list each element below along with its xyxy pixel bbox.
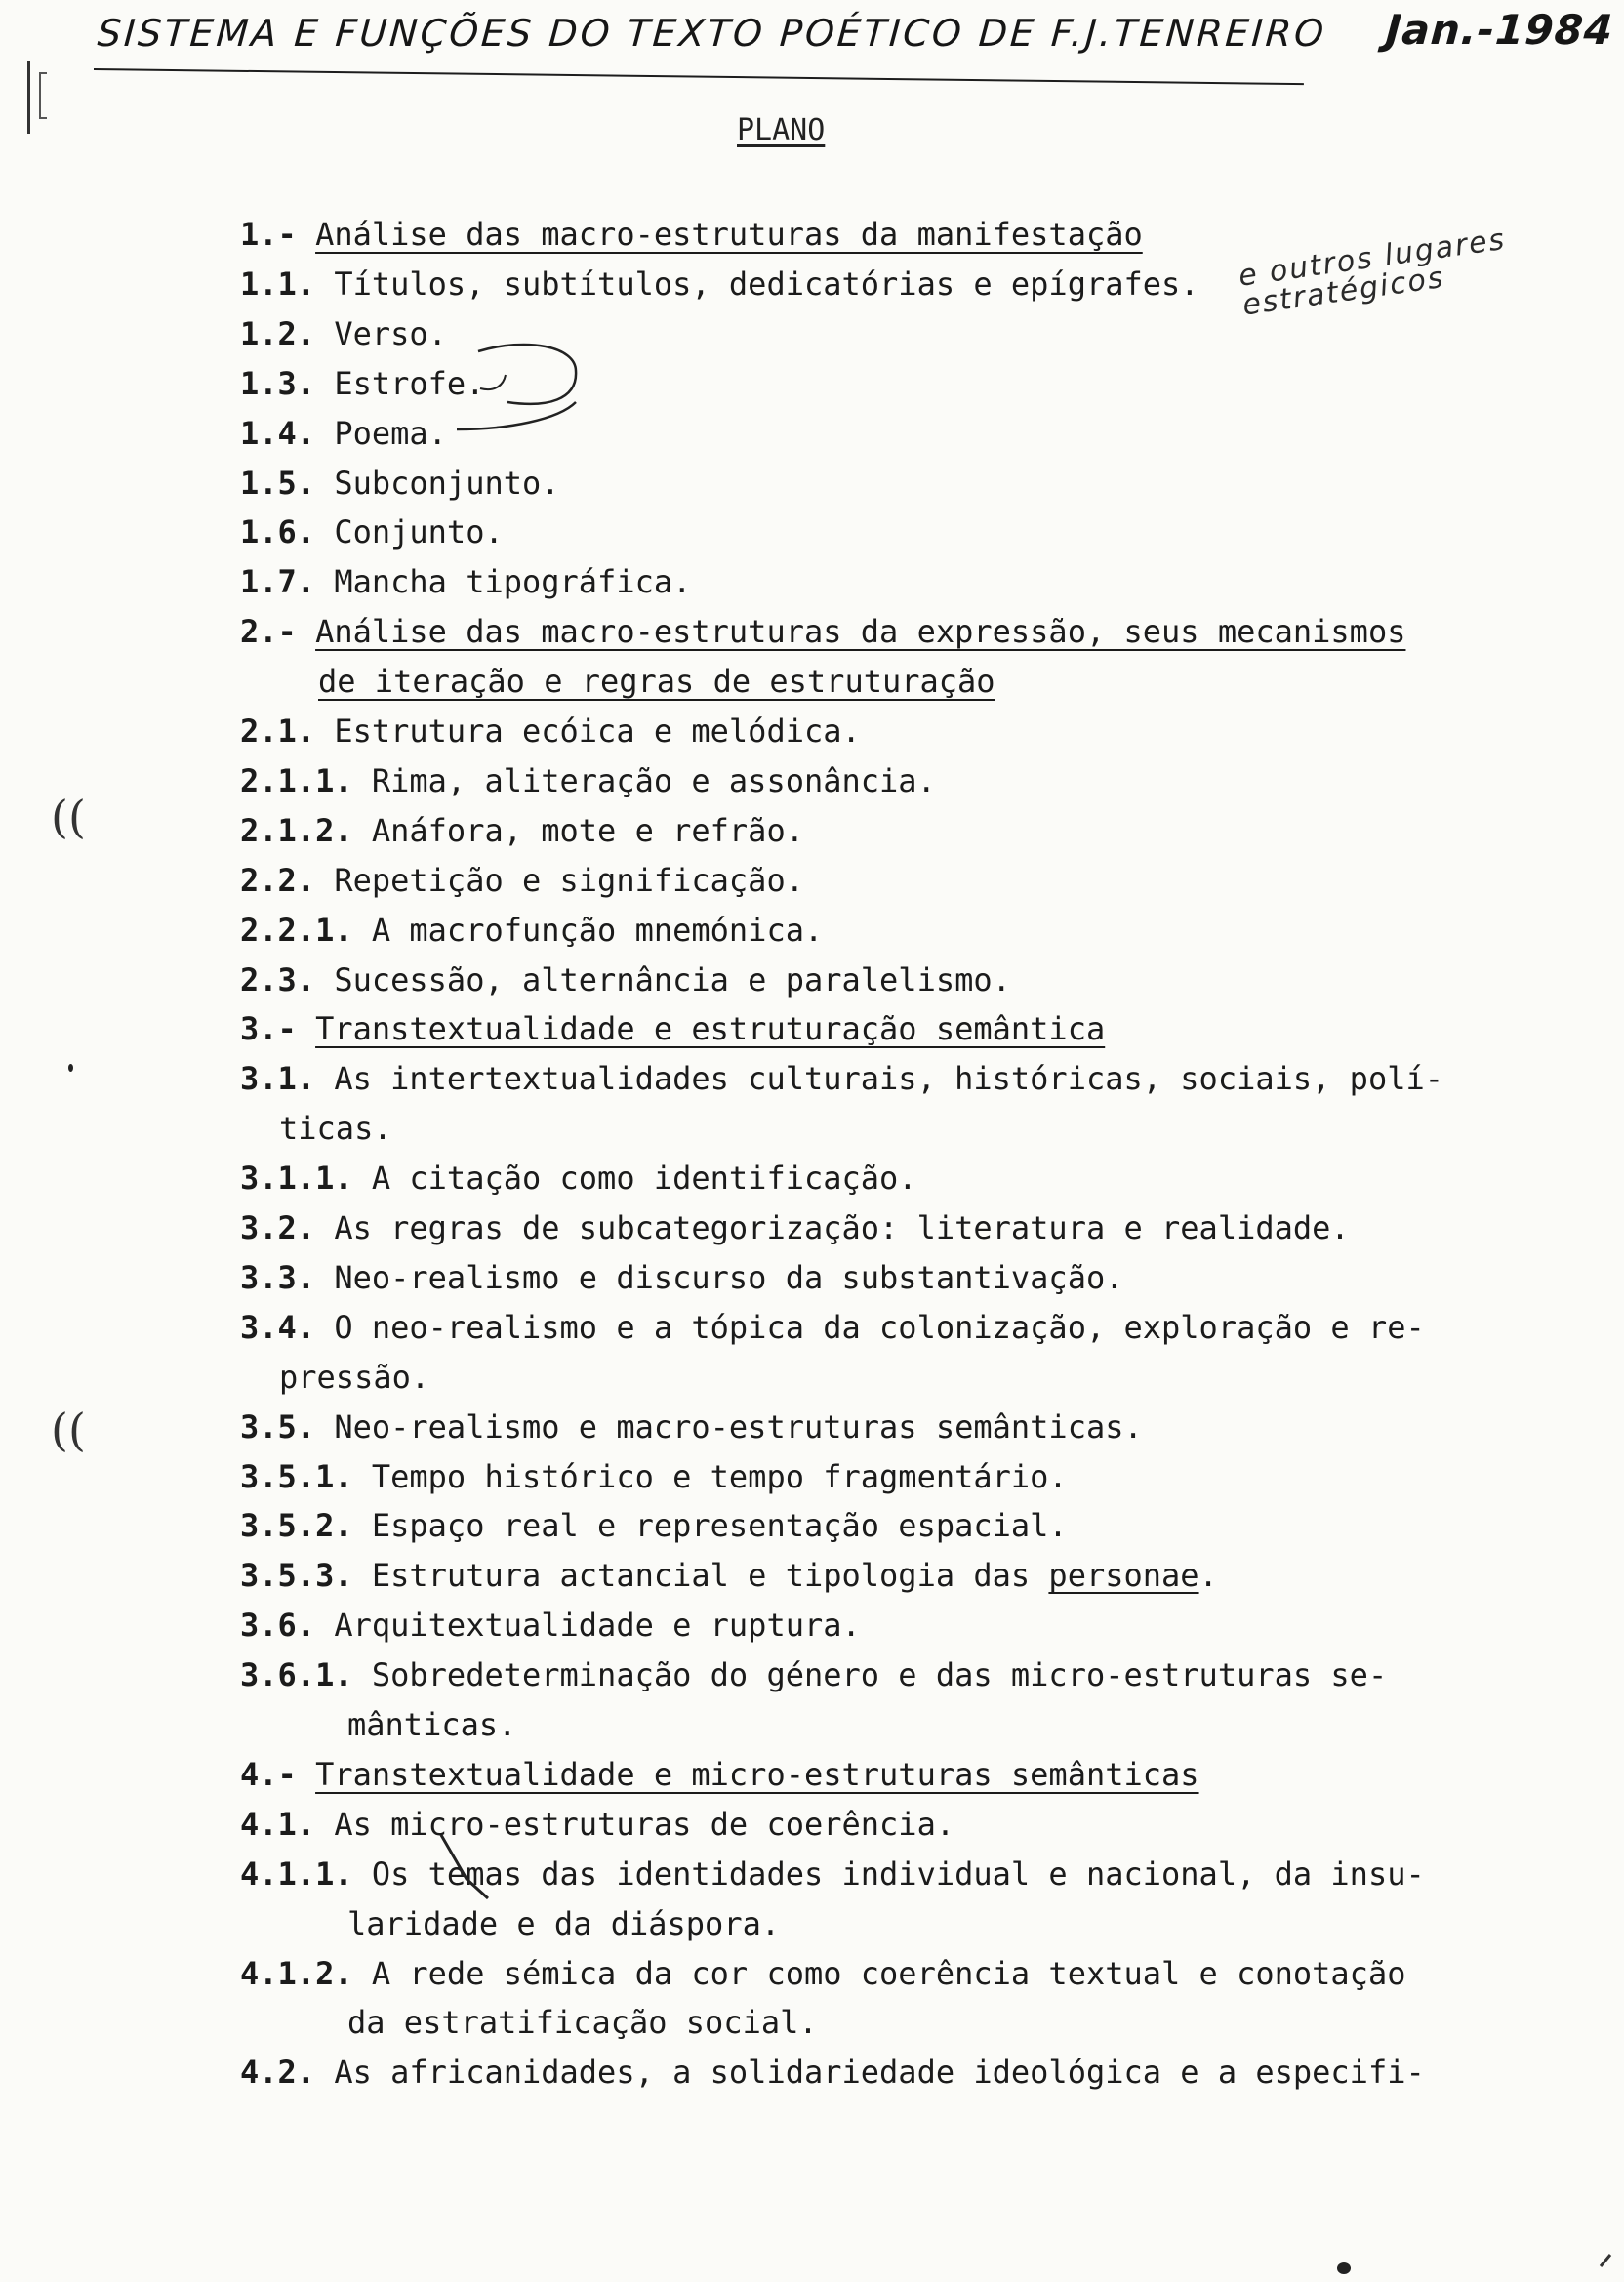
toc-entry-text: Sucessão, alternância e paralelismo. — [334, 960, 1011, 998]
toc-entry-number: 1.2. — [240, 314, 316, 352]
toc-entry-text: Análise das macro-estruturas da expressão, seus mecanismos — [315, 613, 1406, 651]
toc-entry-number: 4.1.1. — [240, 1854, 353, 1893]
toc-entry-text: Estrofe. — [334, 364, 485, 402]
toc-entry-text: Os temas das identidades individual e nacional, da insu- — [371, 1854, 1425, 1893]
margin-mark: (( — [51, 1404, 86, 1456]
toc-entry-number: 3.6. — [240, 1607, 316, 1645]
plan-heading: PLANO — [737, 113, 826, 147]
toc-entry-number: 1.4. — [240, 414, 316, 452]
insert-stroke — [441, 1835, 488, 1898]
toc-entry-text: As intertextualidades culturais, históricas, sociais, polí- — [334, 1060, 1443, 1098]
toc-entry-text: mânticas. — [347, 1706, 517, 1743]
toc-entry-text: Repetição e significação. — [334, 861, 804, 899]
toc-entry-number: 1.5. — [240, 464, 316, 502]
toc-entry-text: ticas. — [279, 1110, 392, 1148]
toc-entry-number: 2.2.1. — [240, 911, 353, 949]
toc-entry-number: 1.- — [240, 216, 297, 253]
toc-entry-text: A rede sémica da cor como coerência textual e conotação — [371, 1954, 1406, 1992]
toc-entry-text: Subconjunto. — [334, 464, 560, 502]
toc-entry-number: 3.4. — [240, 1308, 316, 1346]
handwritten-margin-note: e outros lugares estratégicos — [1236, 222, 1509, 323]
toc-entry-text: Espaço real e representação espacial. — [371, 1507, 1068, 1545]
toc-entry-text: Transtextualidade e estruturação semântica — [315, 1010, 1106, 1048]
toc-entry-text: O neo-realismo e a tópica da colonização, exploração e re- — [334, 1308, 1425, 1346]
toc-entry-end: . — [1198, 1557, 1218, 1595]
toc-entry-text: de iteração e regras de estruturação — [318, 663, 995, 701]
toc-entry-number: 4.1. — [240, 1805, 316, 1843]
toc-entry-number: 3.3. — [240, 1258, 316, 1296]
document-title: SISTEMA E FUNÇÕES DO TEXTO POÉTICO DE F.J.TENREIRO — [96, 12, 1328, 55]
toc-entry-text: da estratificação social. — [347, 2004, 818, 2042]
toc-entry-text: Transtextualidade e micro-estruturas semânticas — [315, 1755, 1199, 1793]
toc-entry-number: 3.1.1. — [240, 1160, 353, 1198]
ink-spot — [68, 1064, 73, 1072]
toc-entry-text: Neo-realismo e discurso da substantivação. — [334, 1258, 1124, 1296]
toc-entry-number: 3.5.2. — [240, 1507, 353, 1545]
toc-entry-number: 3.1. — [240, 1060, 316, 1098]
toc-entry-number: 2.- — [240, 613, 297, 651]
toc-entry-number: 1.1. — [240, 265, 316, 303]
toc-entry-text: Neo-realismo e macro-estruturas semânticas. — [334, 1407, 1143, 1446]
toc-entry-text: Sobredeterminação do género e das micro-estruturas se- — [371, 1656, 1388, 1694]
toc-entry-number: 1.3. — [240, 364, 316, 402]
toc-entry-number: 2.1. — [240, 713, 316, 750]
toc-entry-text: Estrutura ecóica e melódica. — [334, 713, 861, 750]
toc-entry-number: 3.- — [240, 1010, 297, 1048]
toc-entry-text: Análise das macro-estruturas da manifestação — [315, 216, 1143, 253]
toc-entry-number: 3.5.1. — [240, 1457, 353, 1495]
toc-entry-number: 3.5. — [240, 1407, 316, 1446]
toc-entry-number: 4.- — [240, 1755, 297, 1793]
toc-entry-text: Arquitextualidade e ruptura. — [334, 1607, 861, 1645]
bracket-stroke-upper — [478, 345, 576, 404]
toc-entry-number: 2.1.1. — [240, 761, 353, 799]
toc-entry-number: 2.3. — [240, 960, 316, 998]
margin-mark: (( — [51, 791, 86, 843]
bracket-hook — [480, 375, 506, 389]
toc-entry-number: 1.7. — [240, 563, 316, 601]
toc-entry-number: 2.1.2. — [240, 811, 353, 849]
toc-entry-text: pressão. — [279, 1358, 430, 1396]
document-date: Jan.-1984 — [1384, 6, 1615, 54]
toc-entry-number: 4.1.2. — [240, 1954, 353, 1992]
toc-entry-number: 4.2. — [240, 2054, 316, 2092]
toc-entry-text: Títulos, subtítulos, dedicatórias e epígrafes. — [334, 265, 1199, 303]
toc-entry-text: Anáfora, mote e refrão. — [371, 811, 804, 849]
toc-entry-text: As regras de subcategorização: literatura e realidade. — [334, 1209, 1350, 1246]
toc-entry-number: 3.6.1. — [240, 1656, 353, 1694]
toc-entry-text: Conjunto. — [334, 513, 504, 551]
bracket-stroke-lower — [457, 402, 576, 429]
toc-entry-text: Verso. — [334, 314, 447, 352]
toc-entry-text: A citação como identificação. — [371, 1160, 917, 1198]
toc-entry-text: As africanidades, a solidariedade ideológica e a especifi- — [334, 2054, 1425, 2092]
toc-entry-text: A macrofunção mnemónica. — [371, 911, 824, 949]
toc-entry-number: 3.2. — [240, 1209, 316, 1246]
toc-entry-number: 1.6. — [240, 513, 316, 551]
toc-entry-emphasis: personae — [1048, 1557, 1199, 1595]
toc-entry-number: 2.2. — [240, 861, 316, 899]
toc-entry-text: As micro-estruturas de coerência. — [334, 1805, 955, 1843]
toc-entry-text: Poema. — [334, 414, 447, 452]
toc-entry-text: Estrutura actancial e tipologia das — [371, 1557, 1049, 1595]
corner-tick — [1601, 2255, 1610, 2266]
toc-entry-text: laridade e da diáspora. — [347, 1904, 781, 1942]
toc-entry-text: Mancha tipográfica. — [334, 563, 692, 601]
ink-spot — [1337, 2262, 1351, 2274]
toc-entry-text: Tempo histórico e tempo fragmentário. — [371, 1457, 1068, 1495]
toc-entry-number: 3.5.3. — [240, 1557, 353, 1595]
toc-entry-text: Rima, aliteração e assonância. — [371, 761, 936, 799]
